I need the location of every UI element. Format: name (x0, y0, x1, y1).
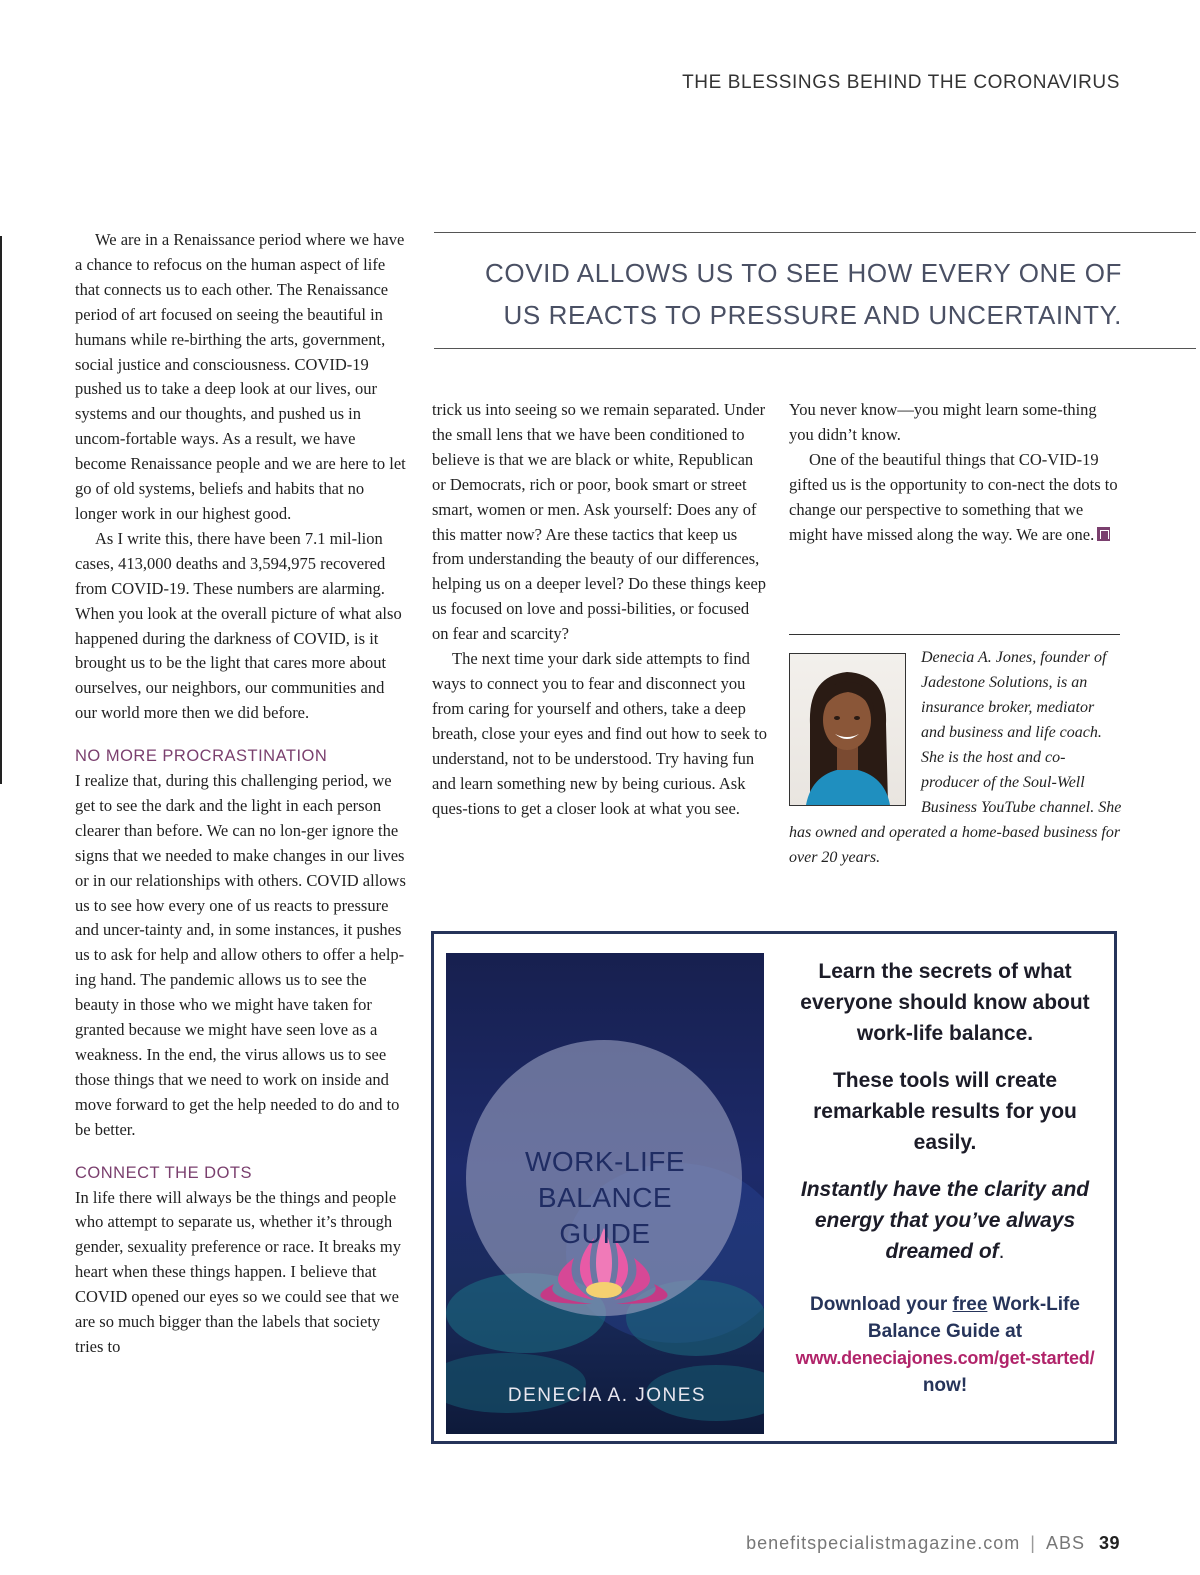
book-title-line-1: WORK-LIFE (524, 1146, 686, 1177)
ad-copy (782, 956, 1108, 1399)
book-title (446, 1144, 764, 1252)
ad-cta (782, 1291, 1108, 1345)
author-portrait-icon (790, 654, 905, 805)
pull-quote-bottom-rule (434, 348, 1196, 349)
closing-text: One of the beautiful things that CO-VID-19 gifted us is the opportunity to con-nect the dots to change our perspective to something that we might have missed along the way. We are one. (789, 449, 1118, 544)
paragraph: In life there will always be the things and people who attempt to separate us, whether it’s through gender, sexuality preference or race. It breaks my heart when these things happen. I believe that COVID opened our eyes so we could see that we are so much bigger than the labels that society tries to (75, 1187, 401, 1356)
ad-url-link[interactable]: www.deneciajones.com/get-started/ (795, 1348, 1095, 1368)
ad-promise-text: Instantly have the clarity and energy that you’ve always dreamed of (800, 1178, 1090, 1263)
ad-benefit: These tools will create remarkable results for you easily. (813, 1069, 1077, 1154)
footer-magazine: ABS (1045, 1533, 1085, 1553)
book-title-line-2: BALANCE (537, 1182, 673, 1213)
pull-quote-top-rule (434, 232, 1196, 233)
cta-suffix: Work-Life Balance Guide at (867, 1294, 1080, 1342)
author-photo (789, 653, 906, 806)
paragraph (789, 448, 1124, 548)
article-column-2 (432, 398, 768, 821)
paragraph: You never know—you might learn some-thing you didn’t know. (789, 400, 1097, 444)
ad-headline: Learn the secrets of what everyone should know about work-life balance. (800, 960, 1090, 1045)
ad-url-line (782, 1345, 1108, 1372)
article-column-3 (789, 398, 1124, 547)
pull-quote-line-1: COVID ALLOWS US TO SEE HOW EVERY ONE OF (485, 258, 1122, 288)
paragraph: I realize that, during this challenging period, we get to see the dark and the light in each person clearer than before. We can no lon-ger ignore the signs that we needed to make changes in our lives or in our relationships with others. COVID allows us to see how every one of us reacts to pressure and uncer-tainty and, in some instances, it pushes us to ask for help and allow others to offer a help-ing hand. The pandemic allows us to see the beauty in those who we might have taken for granted because we might have seen love as a weakness. In the end, the virus allows us to see those things that we need to work on inside and move forward to get the help needed to do and to be better. (75, 771, 406, 1139)
end-mark-icon (1097, 527, 1110, 541)
article-column-1 (75, 228, 409, 1360)
footer-separator: | (1030, 1533, 1036, 1553)
left-margin-rule (0, 236, 2, 784)
paragraph: The next time your dark side attempts to find ways to connect you to fear and disconnect you from caring for yourself and others, take a deep breath, close your eyes and find out how to seek to understand, not to be understood. Try having fun and learn something new by being curious. Ask ques-tions to get a closer look at what you see. (432, 649, 767, 818)
book-title-line-3: GUIDE (559, 1218, 651, 1249)
page-number: 39 (1098, 1533, 1120, 1553)
cta-prefix: Download your (810, 1294, 953, 1315)
paragraph: trick us into seeing so we remain separated. Under the small lens that we have been conditioned to believe is that we are black or white, Republican or Democrats, rich or poor, book smart or street smart, women or men. Ask yourself: Does any of this matter now? Are these tactics that keep us from understanding the beauty of our differences, helping us on a deeper level? Do these things keep us focused on love and possi-bilities, or focused on fear and scarcity? (432, 400, 767, 644)
ad-now: now! (922, 1375, 968, 1396)
page-footer (746, 1533, 1120, 1554)
ad-promise-period: . (998, 1240, 1005, 1263)
section-heading-connect-dots: CONNECT THE DOTS (75, 1163, 252, 1182)
book-author: DENECIA A. JONES (507, 1385, 707, 1406)
ad-promise (782, 1174, 1108, 1267)
running-title: THE BLESSINGS BEHIND THE CORONAVIRUS (682, 72, 1120, 93)
footer-site: benefitspecialistmagazine.com (746, 1533, 1021, 1553)
cta-free: free (952, 1294, 988, 1315)
pull-quote-line-2: US REACTS TO PRESSURE AND UNCERTAINTY. (503, 300, 1122, 330)
paragraph: We are in a Renaissance period where we have a chance to refocus on the human aspect of life that connects us to each other. The Renaissance period of art focused on seeing the beautiful in humans while re-birthing the arts, government, social justice and consciousness. COVID-19 pushed us to take a deep look at our lives, our systems and our thoughts, and pushed us in uncom-fortable ways. As a result, we have become Renaissance people and we are here to let go of old systems, beliefs and habits that no longer work in our highest good. (75, 230, 406, 523)
pull-quote (436, 252, 1122, 336)
paragraph: As I write this, there have been 7.1 mil-lion cases, 413,000 deaths and 3,594,975 recovered from COVID-19. These numbers are alarming. When you look at the overall picture of what also happened during the darkness of COVID, is it brought us to be the light that cares more about ourselves, our neighbors, our communities and our world more then we did before. (75, 528, 402, 723)
author-bio-text: Denecia A. Jones, founder of Jadestone Solutions, is an insurance broker, mediator and business and life coach. She is the host and co-producer of the Soul-Well Business YouTube channel. She has owned and operated a home-based business for over 20 years. (789, 649, 1122, 866)
bio-top-rule (789, 634, 1120, 635)
section-heading-procrastination: NO MORE PROCRASTINATION (75, 747, 328, 766)
